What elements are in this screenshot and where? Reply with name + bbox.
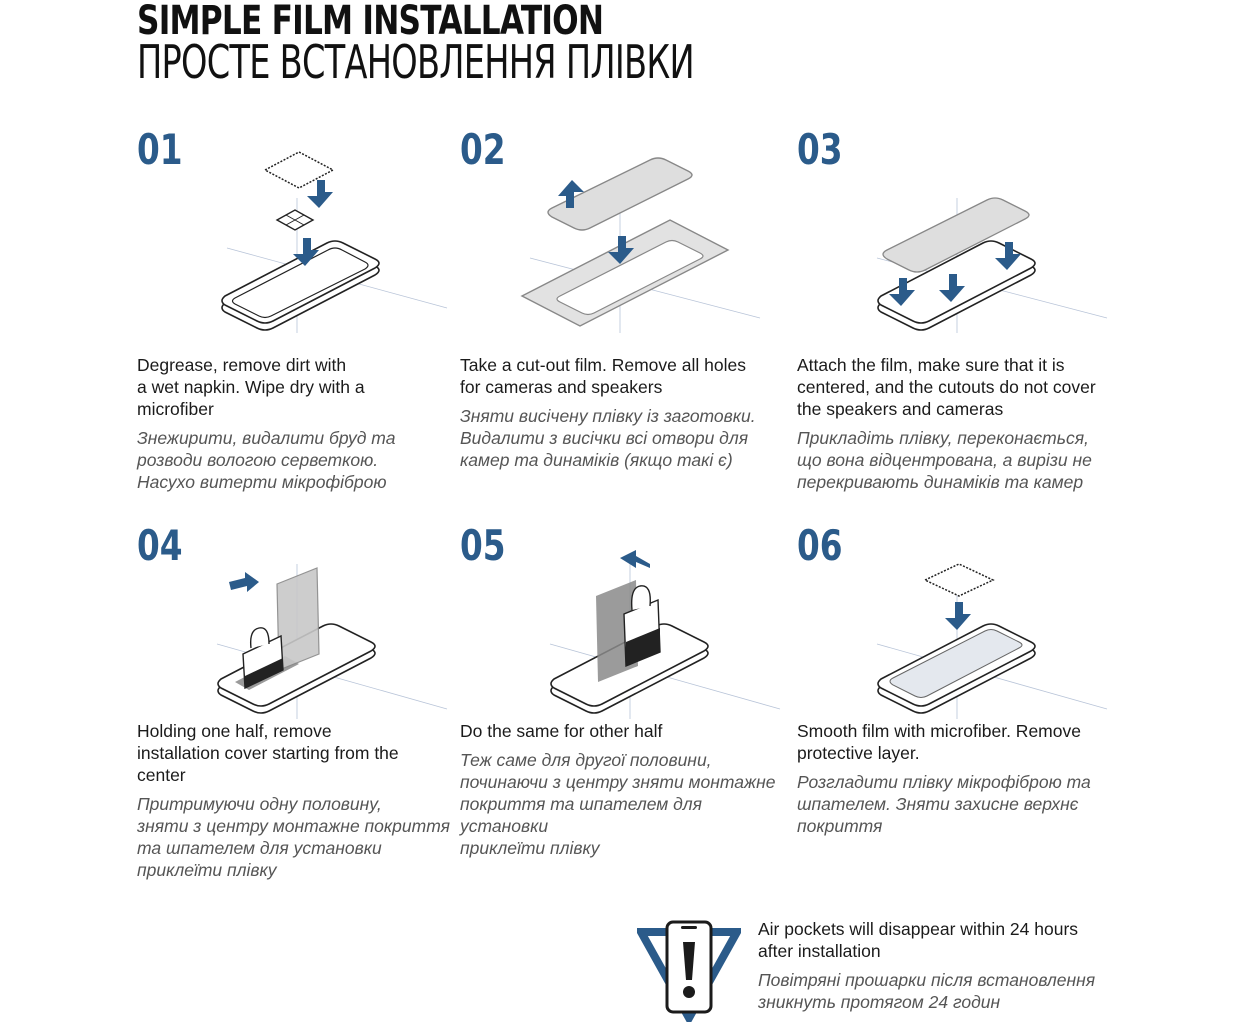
degrease-phone-illustration <box>207 138 467 338</box>
step-translation: Насухо витерти мікрофіброю <box>137 472 387 492</box>
air-pockets-note-translation <box>758 969 1138 1013</box>
remove-cover-half-illustration <box>207 544 467 724</box>
step-translation: починаючи з центру зняти монтажне <box>460 772 776 792</box>
warning-phone-icon <box>637 918 741 1022</box>
step-translation: розводи вологою серветкою. <box>137 450 379 470</box>
step-description: installation cover starting from the <box>137 743 399 763</box>
step-description: microfiber <box>137 399 214 419</box>
air-pockets-note <box>758 918 1138 962</box>
step-translation: Прикладіть плівку, переконається, <box>797 428 1089 448</box>
note-line: after installation <box>758 941 881 961</box>
step-translation: покриття та шпателем для установки <box>460 794 703 836</box>
step-description: Do the same for other half <box>460 721 663 741</box>
step-number: 02 <box>460 125 506 174</box>
step-description: center <box>137 765 186 785</box>
step-description: Attach the film, make sure that it is <box>797 355 1065 375</box>
page-subtitle: ПРОСТЕ ВСТАНОВЛЕННЯ ПЛІВКИ <box>137 35 694 89</box>
note-line: зникнуть протягом 24 годин <box>758 992 1001 1012</box>
step-description: Holding one half, remove <box>137 721 332 741</box>
step-translation: зняти з центру монтажне покриття <box>137 816 450 836</box>
step-description: for cameras and speakers <box>460 377 663 397</box>
step-translation: покриття <box>797 816 883 836</box>
step-number: 01 <box>137 125 183 174</box>
step-description: Take a cut-out film. Remove all holes <box>460 355 746 375</box>
step-translation: приклеїти плівку <box>137 860 277 880</box>
step-translation: що вона відцентрована, а вирізи не <box>797 450 1092 470</box>
remove-cover-other-half-illustration <box>540 534 800 724</box>
step-number: 03 <box>797 125 843 174</box>
step-translation: Притримуючи одну половину, <box>137 794 382 814</box>
step-number: 05 <box>460 521 506 570</box>
step-translation: перекривають динаміків та камер <box>797 472 1084 492</box>
step-description: Degrease, remove dirt with <box>137 355 347 375</box>
step-description: centered, and the cutouts do not cover <box>797 377 1096 397</box>
note-line: Повітряні прошарки після встановлення <box>758 970 1096 990</box>
step-translation: шпателем. Зняти захисне верхнє <box>797 794 1079 814</box>
step-description: protective layer. <box>797 743 920 763</box>
step-description: a wet napkin. Wipe dry with a <box>137 377 365 397</box>
cut-out-film-illustration <box>510 138 780 338</box>
step-translation: Зняти висічену плівку із заготовки. <box>460 406 756 426</box>
step-number: 06 <box>797 521 843 570</box>
step-description: Smooth film with microfiber. Remove <box>797 721 1081 741</box>
attach-film-illustration <box>867 138 1127 338</box>
step-translation: та шпателем для установки <box>137 838 382 858</box>
step-translation: Видалити з висічки всі отвори для <box>460 428 749 448</box>
page-title: SIMPLE FILM INSTALLATION <box>137 0 604 44</box>
step-translation: Знежирити, видалити бруд та <box>137 428 396 448</box>
note-line: Air pockets will disappear within 24 hours <box>758 919 1079 939</box>
smooth-film-illustration <box>867 544 1127 724</box>
step-translation: приклеїти плівку <box>460 838 600 858</box>
step-translation: камер та динаміків (якщо такі є) <box>460 450 733 470</box>
step-translation: Розгладити плівку мікрофіброю та <box>797 772 1091 792</box>
step-translation: Теж саме для другої половини, <box>460 750 712 770</box>
step-number: 04 <box>137 521 183 570</box>
step-description: the speakers and cameras <box>797 399 1004 419</box>
